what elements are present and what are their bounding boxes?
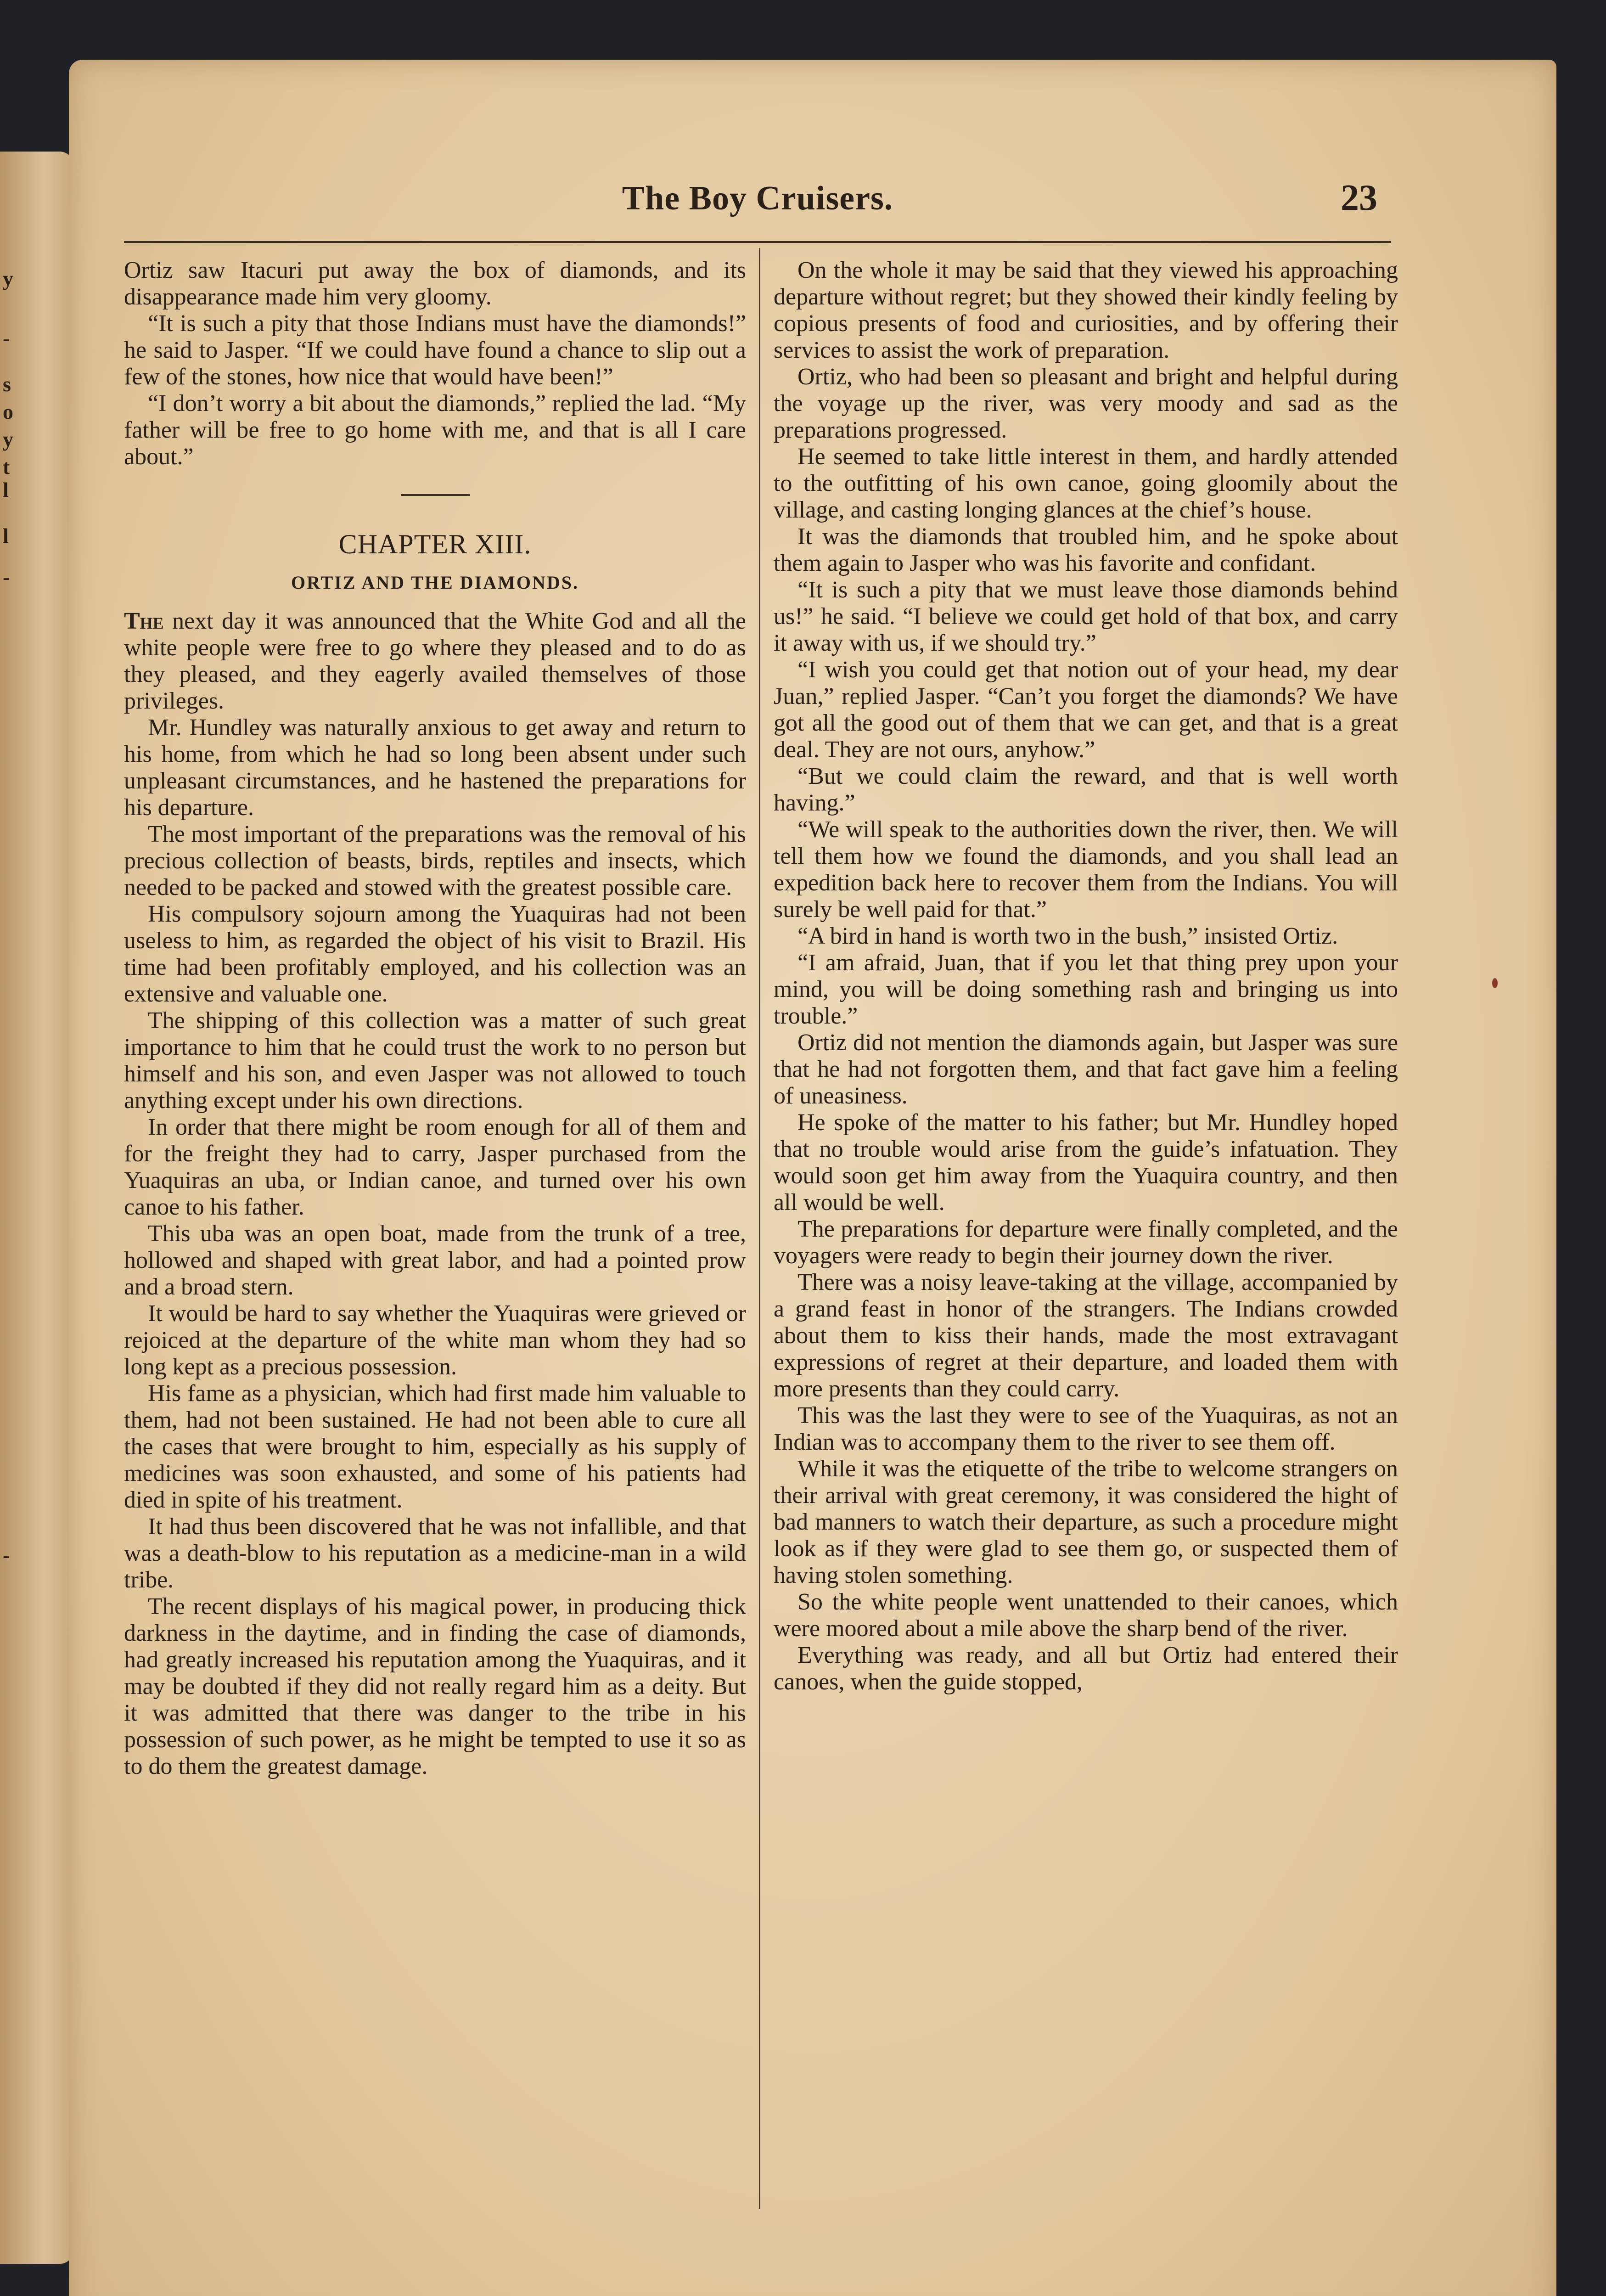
paragraph: He seemed to take little interest in them, and hardly attended to the outfitting of his own canoe, going gloomily about the village, and casting longing glances at the chief’s house. [774, 444, 1398, 523]
right-column [774, 257, 1398, 1695]
paragraph: “We will speak to the authorities down the river, then. We will tell them how we found the diamonds, and you shall lead an expedition back here to recover them from the Indians. You will surely be well paid for that.” [774, 816, 1398, 923]
paragraph: His compulsory sojourn among the Yuaquiras had not been useless to him, as regarded the object of his visit to Brazil. His time had been profitably employed, and his collection was an extensive and valuable one. [124, 901, 746, 1007]
paragraph: “I wish you could get that notion out of your head, my dear Juan,” replied Jasper. “Can’t you forget the diamonds? We have got all the good out of them that we can get, and that is a great deal. They are not ours, anyhow.” [774, 657, 1398, 763]
paragraph: On the whole it may be said that they viewed his approaching departure without regret; but they showed their kindly feeling by copious presents of food and curiosities, and by offering their services to assist the work of preparation. [774, 257, 1398, 363]
chapter-title: CHAPTER XIII. [338, 529, 532, 559]
paragraph: He spoke of the matter to his father; but Mr. Hundley hoped that no trouble would arise from the guide’s infatuation. They would soon get him away from the Yuaquira country, and then all would be well. [774, 1109, 1398, 1216]
facing-page-edge [0, 152, 73, 2264]
opening-text: next day it was announced that the White God and all the white people were free to go where they pleased and to do as they pleased, and they eagerly availed themselves of those privileges. [124, 608, 746, 714]
paragraph: “It is such a pity that those Indians must have the diamonds!” he said to Jasper. “If we could have found a chance to slip out a few of the stones, how nice that would have been!” [124, 310, 746, 390]
paragraph: In order that there might be room enough for all of them and for the freight they had to carry, Jasper purchased from the Yuaquiras an uba, or Indian canoe, and turned over his own canoe to his father. [124, 1114, 746, 1220]
paragraph: Everything was ready, and all but Ortiz had entered their canoes, when the guide stopped, [774, 1642, 1398, 1695]
facing-page-letter: s [3, 372, 11, 396]
facing-page-letter: l [3, 478, 9, 501]
facing-page-letter: - [3, 326, 10, 350]
left-column [124, 257, 746, 1780]
ink-spot [1492, 978, 1498, 988]
paragraph: So the white people went unattended to their canoes, which were moored about a mile above the sharp bend of the river. [774, 1589, 1398, 1642]
paragraph: “But we could claim the reward, and that is well worth having.” [774, 763, 1398, 816]
paragraph: The most important of the preparations was the removal of his precious collection of beasts, birds, reptiles and insects, which needed to be packed and stowed with the greatest possible care. [124, 821, 746, 900]
facing-page-letter: o [3, 400, 13, 423]
paragraph: The recent displays of his magical power, in producing thick darkness in the daytime, and in finding the case of diamonds, had greatly increased his reputation among the Yuaquiras, and it may be doubted if they did not really regard him as a deity. But it was admitted that there was danger to the tribe in his possession of such power, as he might be tempted to use it so as to do them the greatest damage. [124, 1593, 746, 1779]
page-header [124, 179, 1391, 234]
paragraph: “A bird in hand is worth two in the bush,” insisted Ortiz. [797, 923, 1338, 949]
paragraph: “It is such a pity that we must leave those diamonds behind us!” he said. “I believe we could get hold of that box, and carry it away with us, if we should try.” [774, 577, 1398, 656]
facing-page-letter: t [3, 455, 10, 478]
paragraph: The preparations for departure were finally completed, and the voyagers were ready to begin their journey down the river. [774, 1216, 1398, 1269]
opening-word: The [124, 608, 164, 634]
running-title: The Boy Cruisers. [622, 180, 893, 217]
paragraph: While it was the etiquette of the tribe to welcome strangers on their arrival with great ceremony, it was considered the hight of bad manners to watch their departure, as such a procedure might look as if they were glad to see them go, or suspected them of having stolen something. [774, 1456, 1398, 1588]
paragraph: His fame as a physician, which had first made him valuable to them, had not been sustained. He had not been able to cure all the cases that were brought to him, especially as his supply of medicines was soon exhausted, and some of his patients had died in spite of his treatment. [124, 1380, 746, 1513]
chapter-subtitle: ORTIZ AND THE DIAMONDS. [291, 572, 579, 593]
facing-page-letter: y [3, 267, 13, 290]
chapter-separator [401, 494, 470, 496]
page-number: 23 [1341, 178, 1377, 218]
facing-page-letter: y [3, 428, 13, 451]
paragraph: Mr. Hundley was naturally anxious to get away and return to his home, from which he had so long been absent under such unpleasant circumstances, and he hastened the preparations for his departure. [124, 715, 746, 821]
chapter-opening-paragraph [124, 608, 746, 715]
header-rule [124, 241, 1391, 243]
column-divider [759, 248, 760, 2209]
paragraph: Ortiz saw Itacuri put away the box of diamonds, and its disappearance made him very gloomy. [124, 257, 746, 310]
paragraph: It had thus been discovered that he was not infallible, and that was a death-blow to his reputation as a medicine-man in a wild tribe. [124, 1514, 746, 1593]
paragraph: It was the diamonds that troubled him, and he spoke about them again to Jasper who was his favorite and confidant. [774, 523, 1398, 576]
paragraph: This uba was an open boat, made from the trunk of a tree, hollowed and shaped with great labor, and had a pointed prow and a broad stern. [124, 1221, 746, 1300]
facing-page-letter: l [3, 524, 9, 547]
facing-page-letter: - [3, 1543, 10, 1567]
paragraph: “I am afraid, Juan, that if you let that thing prey upon your mind, you will be doing something rash and bringing us into trouble.” [774, 950, 1398, 1029]
facing-page-letter: - [3, 565, 10, 589]
paragraph: Ortiz did not mention the diamonds again, but Jasper was sure that he had not forgotten them, and that fact gave him a feeling of uneasiness. [774, 1030, 1398, 1109]
paragraph: This was the last they were to see of the Yuaquiras, as not an Indian was to accompany them to the river to see them off. [774, 1402, 1398, 1455]
paragraph: Ortiz, who had been so pleasant and bright and helpful during the voyage up the river, was very moody and sad as the preparations progressed. [774, 364, 1398, 443]
book-page [69, 60, 1556, 2296]
paragraph: There was a noisy leave-taking at the village, accompanied by a grand feast in honor of the strangers. The Indians crowded about them to kiss their hands, made the most extravagant expressions of regret at their departure, and loaded them with more presents than they could carry. [774, 1269, 1398, 1402]
paragraph: It would be hard to say whether the Yuaquiras were grieved or rejoiced at the departure of the white man whom they had so long kept as a precious possession. [124, 1300, 746, 1380]
paragraph: The shipping of this collection was a matter of such great importance to him that he could trust the work to no person but himself and his son, and even Jasper was not allowed to touch anything except under his own directions. [124, 1007, 746, 1114]
paragraph: “I don’t worry a bit about the diamonds,” replied the lad. “My father will be free to go home with me, and that is all I care about.” [124, 390, 746, 470]
